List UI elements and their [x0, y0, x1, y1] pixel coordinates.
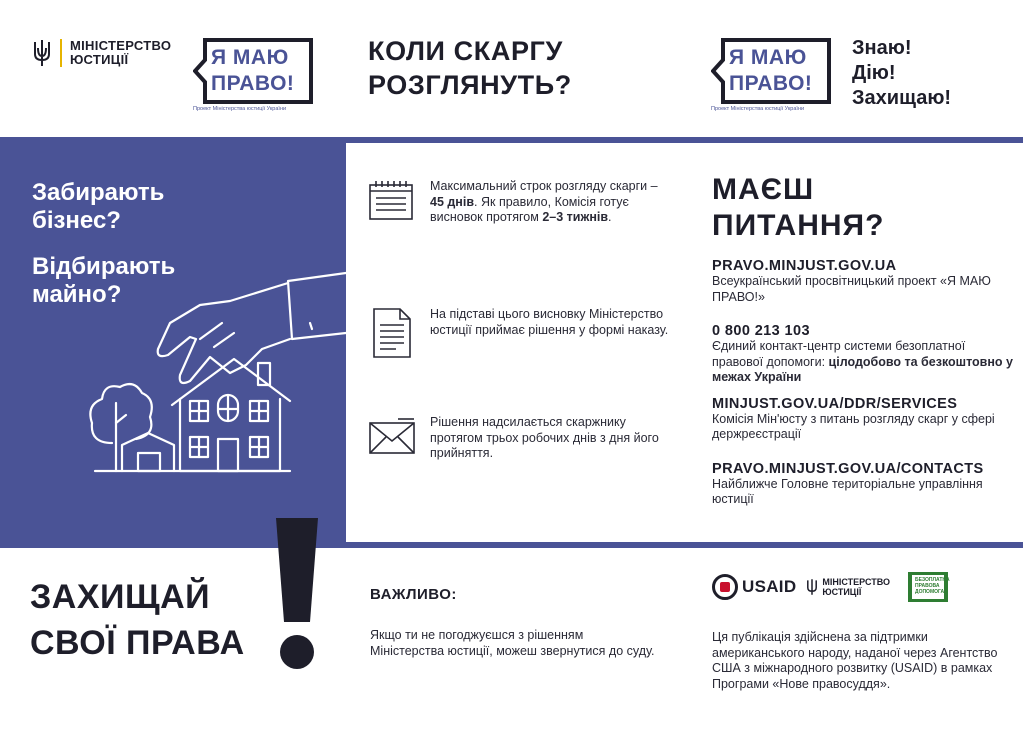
bottom-divider: [0, 542, 1023, 548]
ministry-logo-line2: ЮСТИЦІЇ: [70, 52, 129, 67]
trident-icon: [32, 38, 52, 68]
important-text: Якщо ти не погоджуєшся з рішенням Міністерства юстиції, можеш звернутися до суду.: [370, 628, 655, 658]
contact-text-phone: Єдиний контакт-центр системи безоплатної правової допомоги: цілодобово та безкоштовно у межах України: [712, 339, 1013, 384]
ministry-small-line2: ЮСТИЦІЇ: [822, 587, 862, 597]
slogan-line2: Дію!: [852, 62, 896, 84]
contact-text-services: Комісія Мін'юсту з питань розгляду скарг у сфері держреєстрації: [712, 411, 995, 441]
contact-link-services[interactable]: MINJUST.GOV.UA/DDR/SERVICES: [712, 395, 958, 412]
slogan: [852, 36, 951, 111]
trident-icon: [806, 577, 818, 597]
slogan-line1: Знаю!: [852, 37, 912, 59]
headline-line2: РОЗГЛЯНУТЬ?: [368, 70, 572, 100]
step-order-text: На підставі цього висновку Міністерство юстиції приймає рішення у формі наказу.: [430, 307, 669, 337]
step-sending-text: Рішення надсилається скаржнику протягом трьох робочих днів з дня його прийняття.: [430, 415, 659, 460]
contact-text-pravo: Всеукраїнський просвітницький проект «Я МАЮ ПРАВО!»: [712, 274, 991, 304]
protect-line2: СВОЇ ПРАВА: [30, 624, 245, 662]
partner-logos: [712, 572, 948, 602]
ministry-logo-line1: МІНІСТЕРСТВО: [70, 38, 172, 53]
brand-line1: Я МАЮ: [729, 46, 807, 69]
document-icon: [372, 307, 412, 359]
usaid-logo: [712, 574, 796, 600]
contact-text-contacts: Найближче Головне територіальне управління юстиції: [712, 476, 983, 506]
headline-line1: КОЛИ СКАРГУ: [368, 36, 563, 66]
brand-frame: [711, 38, 833, 104]
important-title: ВАЖЛИВО:: [370, 586, 457, 603]
brand-logo-right: [711, 38, 833, 112]
ministry-logo: [32, 38, 171, 68]
logo-divider: [60, 39, 62, 67]
headline: [368, 34, 572, 102]
question-property-line2: майно?: [32, 281, 122, 308]
ministry-logo-small: [806, 577, 890, 597]
legal-aid-logo: [908, 572, 948, 602]
contacts-section: [712, 172, 1017, 508]
contact-link-pravo[interactable]: PRAVO.MINJUST.GOV.UA: [712, 258, 897, 274]
ministry-small-line1: МІНІСТЕРСТВО: [822, 577, 891, 587]
contacts-title: [712, 172, 1017, 244]
protect-line1: ЗАХИЩАЙ: [30, 578, 211, 616]
brand-logo-left: [193, 38, 315, 112]
contacts-title-line2: ПИТАННЯ?: [712, 209, 885, 242]
left-panel: [0, 143, 346, 543]
contacts-title-line1: МАЄШ: [712, 173, 815, 206]
usaid-name: USAID: [742, 577, 797, 596]
brand-line2: ПРАВО!: [729, 72, 813, 95]
usaid-note: Ця публікація здійснена за підтримки американського народу, наданої через Агентство США з міжнародного розвитку (USAID) в рамках Програми «Нове правосуддя».: [712, 630, 998, 691]
brand-line1: Я МАЮ: [211, 46, 289, 69]
protect-rights: [30, 574, 245, 666]
contact-phone[interactable]: 0 800 213 103: [712, 323, 810, 339]
slogan-line3: Захищаю!: [852, 87, 952, 109]
brand-subtitle: Проект Міністерства юстиції України: [193, 106, 287, 112]
contact-link-contacts[interactable]: PRAVO.MINJUST.GOV.UA/CONTACTS: [712, 460, 984, 477]
usaid-seal-icon: [712, 574, 738, 600]
legal-aid-box: БЕЗОПЛАТНА ПРАВОВА ДОПОМОГА: [908, 572, 948, 602]
question-business-line1: Забирають: [32, 179, 165, 206]
exclamation-icon: [272, 518, 322, 672]
brand-subtitle: Проект Міністерства юстиції України: [711, 106, 805, 112]
hand-house-illustration: [0, 143, 346, 543]
question-property-line1: Відбирають: [32, 253, 176, 280]
ministry-logo-text: [70, 39, 171, 67]
steps-section: [346, 143, 676, 543]
question-business-line2: бізнес?: [32, 207, 121, 234]
calendar-icon: [368, 179, 414, 221]
brand-frame: [193, 38, 315, 104]
envelope-icon: [368, 415, 416, 455]
brand-line2: ПРАВО!: [211, 72, 295, 95]
header: [0, 0, 1023, 138]
step-deadline-text: Максимальний строк розгляду скарги – 45 днів. Як правило, Комісія готує висновок протягом 2–3 тижнів.: [430, 179, 658, 224]
